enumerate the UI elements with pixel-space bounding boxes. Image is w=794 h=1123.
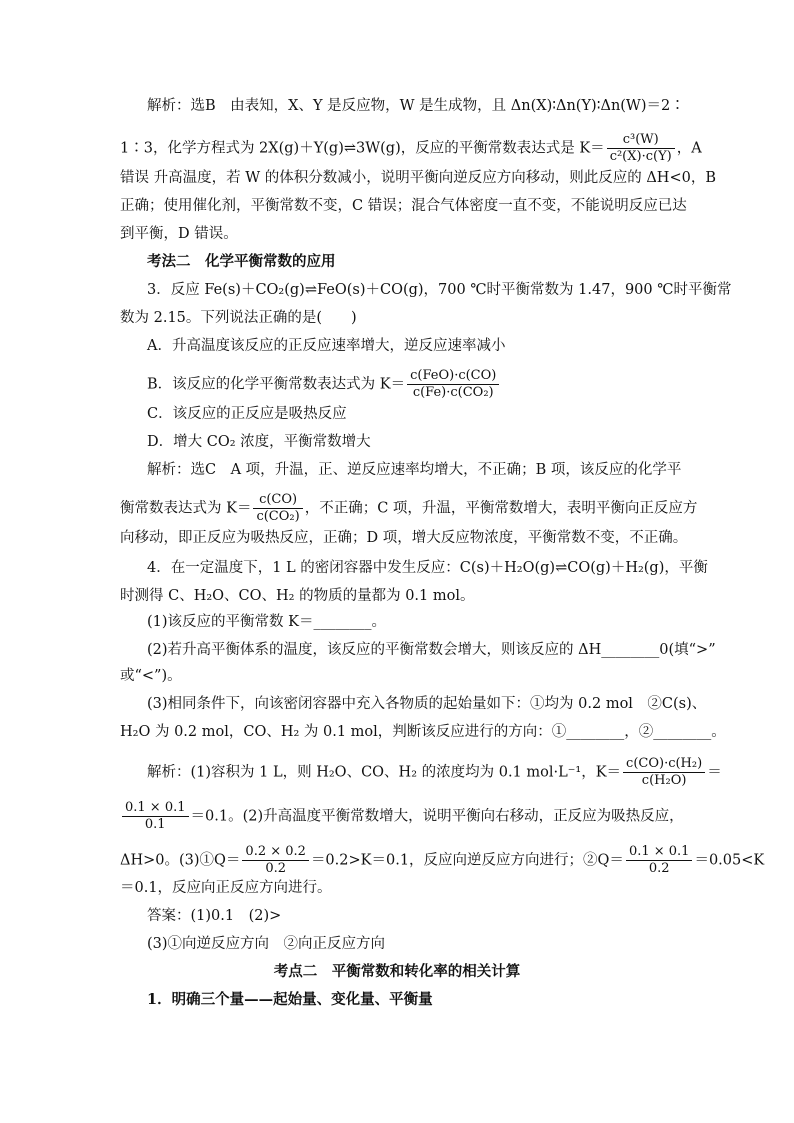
fraction-denominator: 0.2: [648, 861, 670, 876]
text-run: ΔH>0。(3)①Q＝: [120, 852, 241, 869]
question-4-line-1: 4．在一定温度下，1 L 的密闭容器中发生反应：C(s)＋H₂O(g)⇌CO(g)＋H₂(g)，平衡: [147, 560, 708, 576]
equilibrium-constant-fraction: [607, 132, 675, 165]
answer-line-1: 答案：(1)0.1 (2)>: [147, 908, 282, 924]
fraction-numerator: c(CO)·c(H₂): [623, 756, 705, 773]
text-run: 1∶3，化学方程式为 2X(g)＋Y(g)⇌3W(g)，反应的平衡常数表达式是 K＝: [120, 140, 605, 157]
fraction-numerator: 0.1 × 0.1: [626, 844, 693, 861]
section-heading-point-2: 考点二 平衡常数和转化率的相关计算: [273, 963, 521, 980]
paragraph-analysis-5: 到平衡，D 错误。: [120, 226, 238, 242]
analysis-q3-line-1: 解析：选C A 项，升温，正、逆反应速率均增大，不正确；B 项，该反应的化学平: [147, 462, 682, 478]
question-4-part-3: (3)相同条件下，向该密闭容器中充入各物质的起始量如下：①均为 0.2 mol ②C(s)、: [147, 696, 707, 712]
question-4-part-3-cont: H₂O 为 0.2 mol，CO、H₂ 为 0.1 mol，判断该反应进行的方向：①________，②________。: [120, 724, 726, 740]
paragraph-analysis-4: 正确；使用催化剂，平衡常数不变，C 错误；混合气体密度一直不变，不能说明反应已达: [120, 198, 687, 214]
text-run: B．该反应的化学平衡常数表达式为 K＝: [147, 376, 406, 393]
analysis-q3-fraction: [253, 492, 302, 525]
analysis-q4-fraction-k: [623, 756, 705, 789]
fraction-denominator: c(H₂O): [641, 773, 687, 788]
text-run: ＝0.2>K＝0.1，反应向逆反应方向进行；②Q＝: [310, 852, 624, 869]
fraction-denominator: c(CO₂): [256, 509, 300, 524]
text-run: ＝: [707, 764, 722, 781]
analysis-q4-fraction-q2: [626, 844, 693, 877]
fraction-denominator: 0.1: [144, 817, 166, 832]
option-c: C．该反应的正反应是吸热反应: [147, 406, 347, 422]
section-heading-method-2: 考法二 化学平衡常数的应用: [147, 253, 336, 270]
text-run: ，不正确；C 项，升温，平衡常数增大，表明平衡向正反应方: [304, 500, 698, 517]
question-4-part-2: (2)若升高平衡体系的温度，该反应的平衡常数会增大，则该反应的 ΔH________0(填“>”: [147, 642, 716, 658]
fraction-numerator: c³(W): [607, 132, 675, 149]
text-run: ，A: [676, 140, 702, 157]
answer-line-2: (3)①向逆反应方向 ②向正反应方向: [147, 936, 386, 952]
text-run: ＝0.1。(2)升高温度平衡常数增大，说明平衡向右移动，正反应为吸热反应，: [190, 808, 684, 825]
analysis-q3-line-3: 向移动，即正反应为吸热反应，正确；D 项，增大反应物浓度，平衡常数不变，不正确。: [120, 530, 688, 546]
paragraph-analysis-3: 错误 升高温度，若 W 的体积分数减小，说明平衡向逆反应方向移动，则此反应的 ΔH<0，B: [120, 170, 716, 186]
paragraph-analysis-2: [120, 132, 702, 165]
option-b-fraction: [407, 368, 499, 401]
text-run: 衡常数表达式为 K＝: [120, 500, 252, 517]
fraction-denominator: 0.2: [265, 861, 287, 876]
question-4-part-2-cont: 或“<”)。: [120, 668, 182, 684]
fraction-numerator: 0.2 × 0.2: [242, 844, 309, 861]
text-run: ＝0.05<K: [694, 852, 765, 869]
paragraph-analysis-1: 解析：选B 由表知，X、Y 是反应物，W 是生成物，且 Δn(X)∶Δn(Y)∶Δn(W)＝2∶: [147, 98, 685, 114]
text-run: 解析：(1)容积为 1 L，则 H₂O、CO、H₂ 的浓度均为 0.1 mol·L⁻¹，K＝: [147, 764, 622, 781]
question-3-line-1: 3．反应 Fe(s)＋CO₂(g)⇌FeO(s)＋CO(g)，700 ℃时平衡常数为 1.47，900 ℃时平衡常: [147, 282, 732, 298]
fraction-numerator: c(CO): [253, 492, 302, 509]
question-4-line-2: 时测得 C、H₂O、CO、H₂ 的物质的量都为 0.1 mol。: [120, 588, 475, 604]
analysis-q4-fraction-value: [122, 800, 189, 833]
analysis-q3-line-2: [120, 492, 697, 525]
fraction-denominator: c²(X)·c(Y): [609, 149, 672, 164]
question-3-line-2: 数为 2.15。下列说法正确的是( ): [120, 310, 357, 326]
fraction-numerator: c(FeO)·c(CO): [407, 368, 499, 385]
analysis-q4-line-3: [120, 844, 764, 877]
analysis-q4-fraction-q1: [242, 844, 309, 877]
subsection-heading-1: 1．明确三个量——起始量、变化量、平衡量: [147, 991, 433, 1008]
option-b: [147, 368, 501, 401]
fraction-denominator: c(Fe)·c(CO₂): [412, 385, 494, 400]
option-d: D．增大 CO₂ 浓度，平衡常数增大: [147, 434, 371, 450]
analysis-q4-line-4: ＝0.1，反应向正反应方向进行。: [120, 880, 332, 896]
option-a: A．升高温度该反应的正反应速率增大，逆反应速率减小: [147, 338, 506, 354]
question-4-part-1: (1)该反应的平衡常数 K＝________。: [147, 614, 386, 630]
analysis-q4-line-2: [120, 800, 684, 833]
analysis-q4-line-1: [147, 756, 722, 789]
fraction-numerator: 0.1 × 0.1: [122, 800, 189, 817]
